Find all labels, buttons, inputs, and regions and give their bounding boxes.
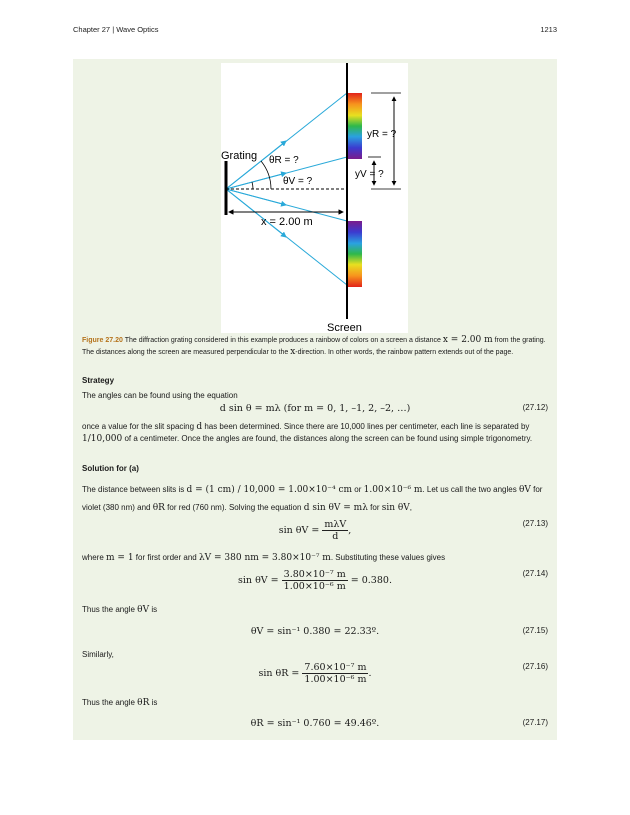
figure-label: Figure 27.20 — [82, 337, 123, 344]
equation-27-14: sin θV = $\frac{\text{3.80×10⁻⁷ m}}{\text{1.00×10⁻⁶ m}}$ = 0.380. (27.14) — [238, 569, 548, 592]
solution-paragraph: The distance between slits is d = (1 cm) / 10,000 = 1.00×10⁻⁴ cm or 1.00×10⁻⁶ m. Let us call the two angles θV for violet (380 nm) and θR for red (760 nm). Solving the equation d sin θV = mλ for sin θV, — [82, 485, 543, 513]
label-grating: Grating — [221, 150, 258, 162]
strategy-paragraph: once a value for the slit spacing d has been determined. Since there are 10,000 lines per centimeter, each line is separated by 1/10,000 of a centimeter. Once the angles are found, the distances along the screen can be found using simple trigonometry. — [82, 422, 533, 445]
figure-caption: Figure 27.20 The diffraction grating considered in this example produces a rainbow of colors on a screen a distance x = 2.00 m from the grating. The distances along the screen are measured perpendicular to the x-direction. In other words, the rainbow pattern extends out of the page. — [82, 335, 546, 357]
label-x: x = 2.00 m — [261, 216, 313, 228]
label-y-r: yR = ? — [367, 129, 397, 140]
strategy-heading: Strategy — [82, 376, 115, 385]
label-y-v: yV = ? — [355, 169, 384, 180]
label-theta-r: θR = ? — [269, 155, 299, 166]
page-number: 1213 — [540, 25, 557, 34]
strategy-intro: The angles can be found using the equation — [82, 391, 238, 400]
equation-27-13: sin θV = $\frac{\text{mλV}}{d}$ , (27.13) — [278, 519, 548, 542]
angle-r-text: Thus the angle θR is — [82, 698, 158, 708]
figure-diffraction-grating — [221, 63, 408, 333]
chapter-header: Chapter 27 | Wave Optics — [73, 25, 159, 34]
example-box — [73, 59, 557, 740]
equation-27-12: d sin θ = mλ (for m = 0, 1, –1, 2, –2, …) (27.12) — [219, 403, 548, 414]
angle-v-text: Thus the angle θV is — [82, 605, 158, 615]
equation-27-15: θV = sin⁻¹ 0.380 = 22.33º. (27.15) — [250, 626, 548, 637]
where-paragraph: where m = 1 for first order and λV = 380 nm = 3.80×10⁻⁷ m. Substituting these values gives — [82, 553, 446, 563]
solution-heading: Solution for (a) — [82, 464, 139, 473]
equation-27-17: θR = sin⁻¹ 0.760 = 49.46º. (27.17) — [250, 718, 548, 729]
label-screen: Screen — [327, 322, 362, 333]
spectrum-upper — [348, 93, 362, 159]
spectrum-lower — [348, 221, 362, 287]
equation-27-16: sin θR = $\frac{\text{7.60×10⁻⁷ m}}{\text{1.00×10⁻⁶ m}}$ . (27.16) — [258, 662, 548, 685]
label-theta-v: θV = ? — [283, 176, 313, 187]
similarly-text: Similarly, — [82, 650, 114, 659]
